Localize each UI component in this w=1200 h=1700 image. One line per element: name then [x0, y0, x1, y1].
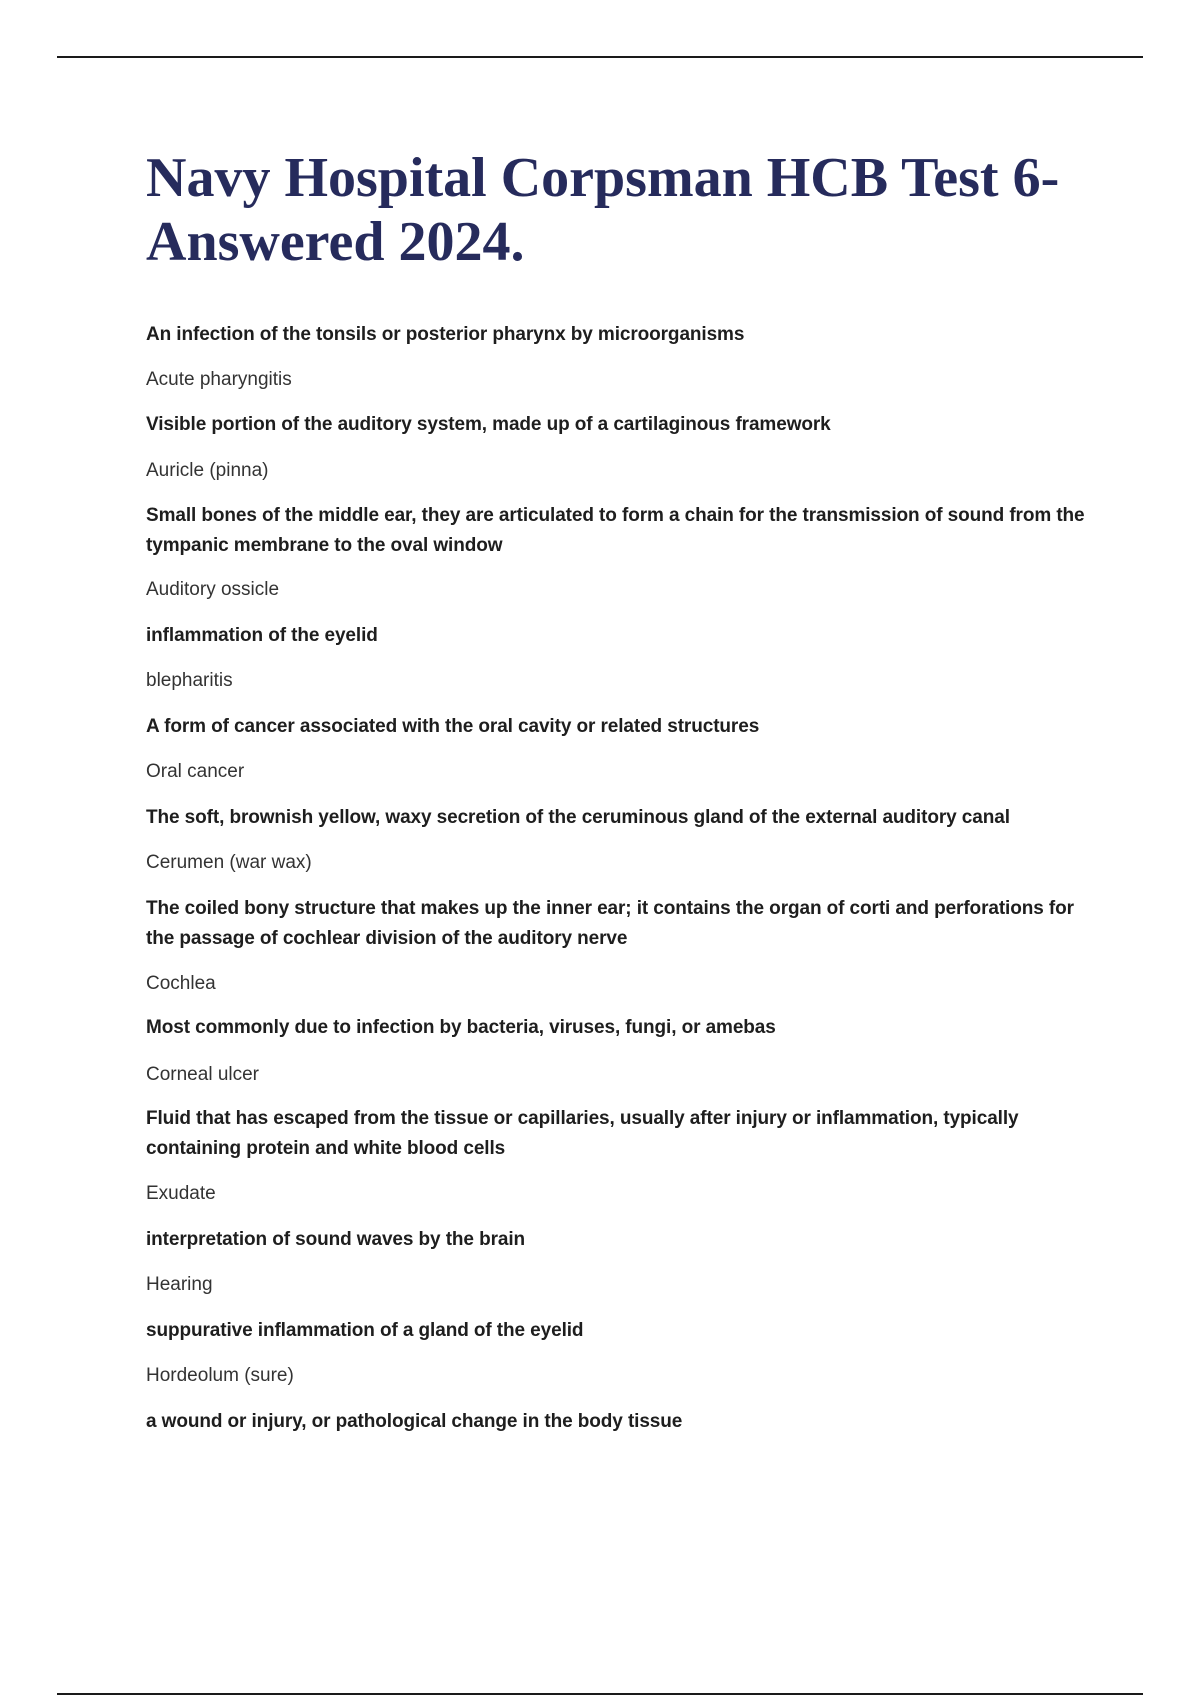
top-rule — [57, 56, 1143, 58]
question-text: Most commonly due to infection by bacteria, viruses, fungi, or amebas — [146, 1017, 776, 1038]
answer-text: Acute pharyngitis — [146, 369, 292, 390]
question-text: suppurative inflammation of a gland of the eyelid — [146, 1320, 584, 1341]
question-text: interpretation of sound waves by the brain — [146, 1229, 526, 1250]
answer-text: Corneal ulcer — [146, 1064, 259, 1085]
answer-text: blepharitis — [146, 670, 233, 691]
question-text: a wound or injury, or pathological change in the body tissue — [146, 1411, 683, 1432]
answer-text: Oral cancer — [146, 761, 245, 782]
question-text: Fluid that has escaped from the tissue or capillaries, usually after injury or inflammation, typically containing protein and white blood cells — [146, 1108, 1019, 1159]
question-text: The soft, brownish yellow, waxy secretion of the ceruminous gland of the external auditory canal — [146, 807, 1010, 828]
question-text: Visible portion of the auditory system, made up of a cartilaginous framework — [146, 414, 831, 435]
question-text: The coiled bony structure that makes up the inner ear; it contains the organ of corti and perforations for the passage of cochlear division of the auditory nerve — [146, 898, 1074, 949]
answer-text: Cerumen (war wax) — [146, 852, 312, 873]
page-title: Navy Hospital Corpsman HCB Test 6- Answered 2024. — [146, 147, 1060, 273]
question-text: inflammation of the eyelid — [146, 625, 378, 646]
answer-text: Auditory ossicle — [146, 579, 280, 600]
answer-text: Exudate — [146, 1183, 216, 1204]
answer-text: Hearing — [146, 1274, 213, 1295]
question-text: An infection of the tonsils or posterior pharynx by microorganisms — [146, 324, 745, 345]
bottom-rule — [57, 1693, 1143, 1695]
answer-text: Cochlea — [146, 973, 216, 994]
question-text: A form of cancer associated with the oral cavity or related structures — [146, 716, 760, 737]
answer-text: Hordeolum (sure) — [146, 1365, 294, 1386]
question-text: Small bones of the middle ear, they are articulated to form a chain for the transmission of sound from the tympanic membrane to the oval window — [146, 505, 1085, 556]
answer-text: Auricle (pinna) — [146, 460, 269, 481]
